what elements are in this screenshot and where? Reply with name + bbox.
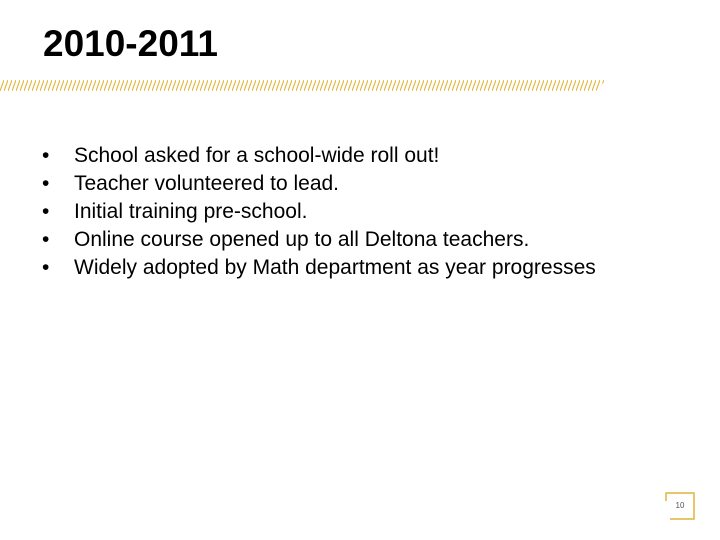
list-item [42,254,596,282]
list-item [42,170,596,198]
list-item [42,226,596,254]
page-number-badge [665,492,695,520]
list-item [42,142,596,170]
bullet-icon: • [42,172,50,195]
title-divider [0,80,606,91]
bullet-text: Widely adopted by Math department as year progresses [74,256,596,279]
bullet-icon: • [42,144,50,167]
bullet-icon: • [42,200,50,223]
bullet-text: Initial training pre-school. [74,200,308,223]
bullet-icon: • [42,256,50,279]
list-item [42,198,596,226]
bullet-text: Teacher volunteered to lead. [74,172,340,195]
bullet-text: Online course opened up to all Deltona teachers. [74,228,530,251]
bullet-icon: • [42,228,50,251]
page-number: 10 [675,501,685,510]
bullet-text: School asked for a school-wide roll out! [74,144,440,167]
slide-title: 2010-2011 [43,23,218,64]
bullet-list [42,142,596,282]
